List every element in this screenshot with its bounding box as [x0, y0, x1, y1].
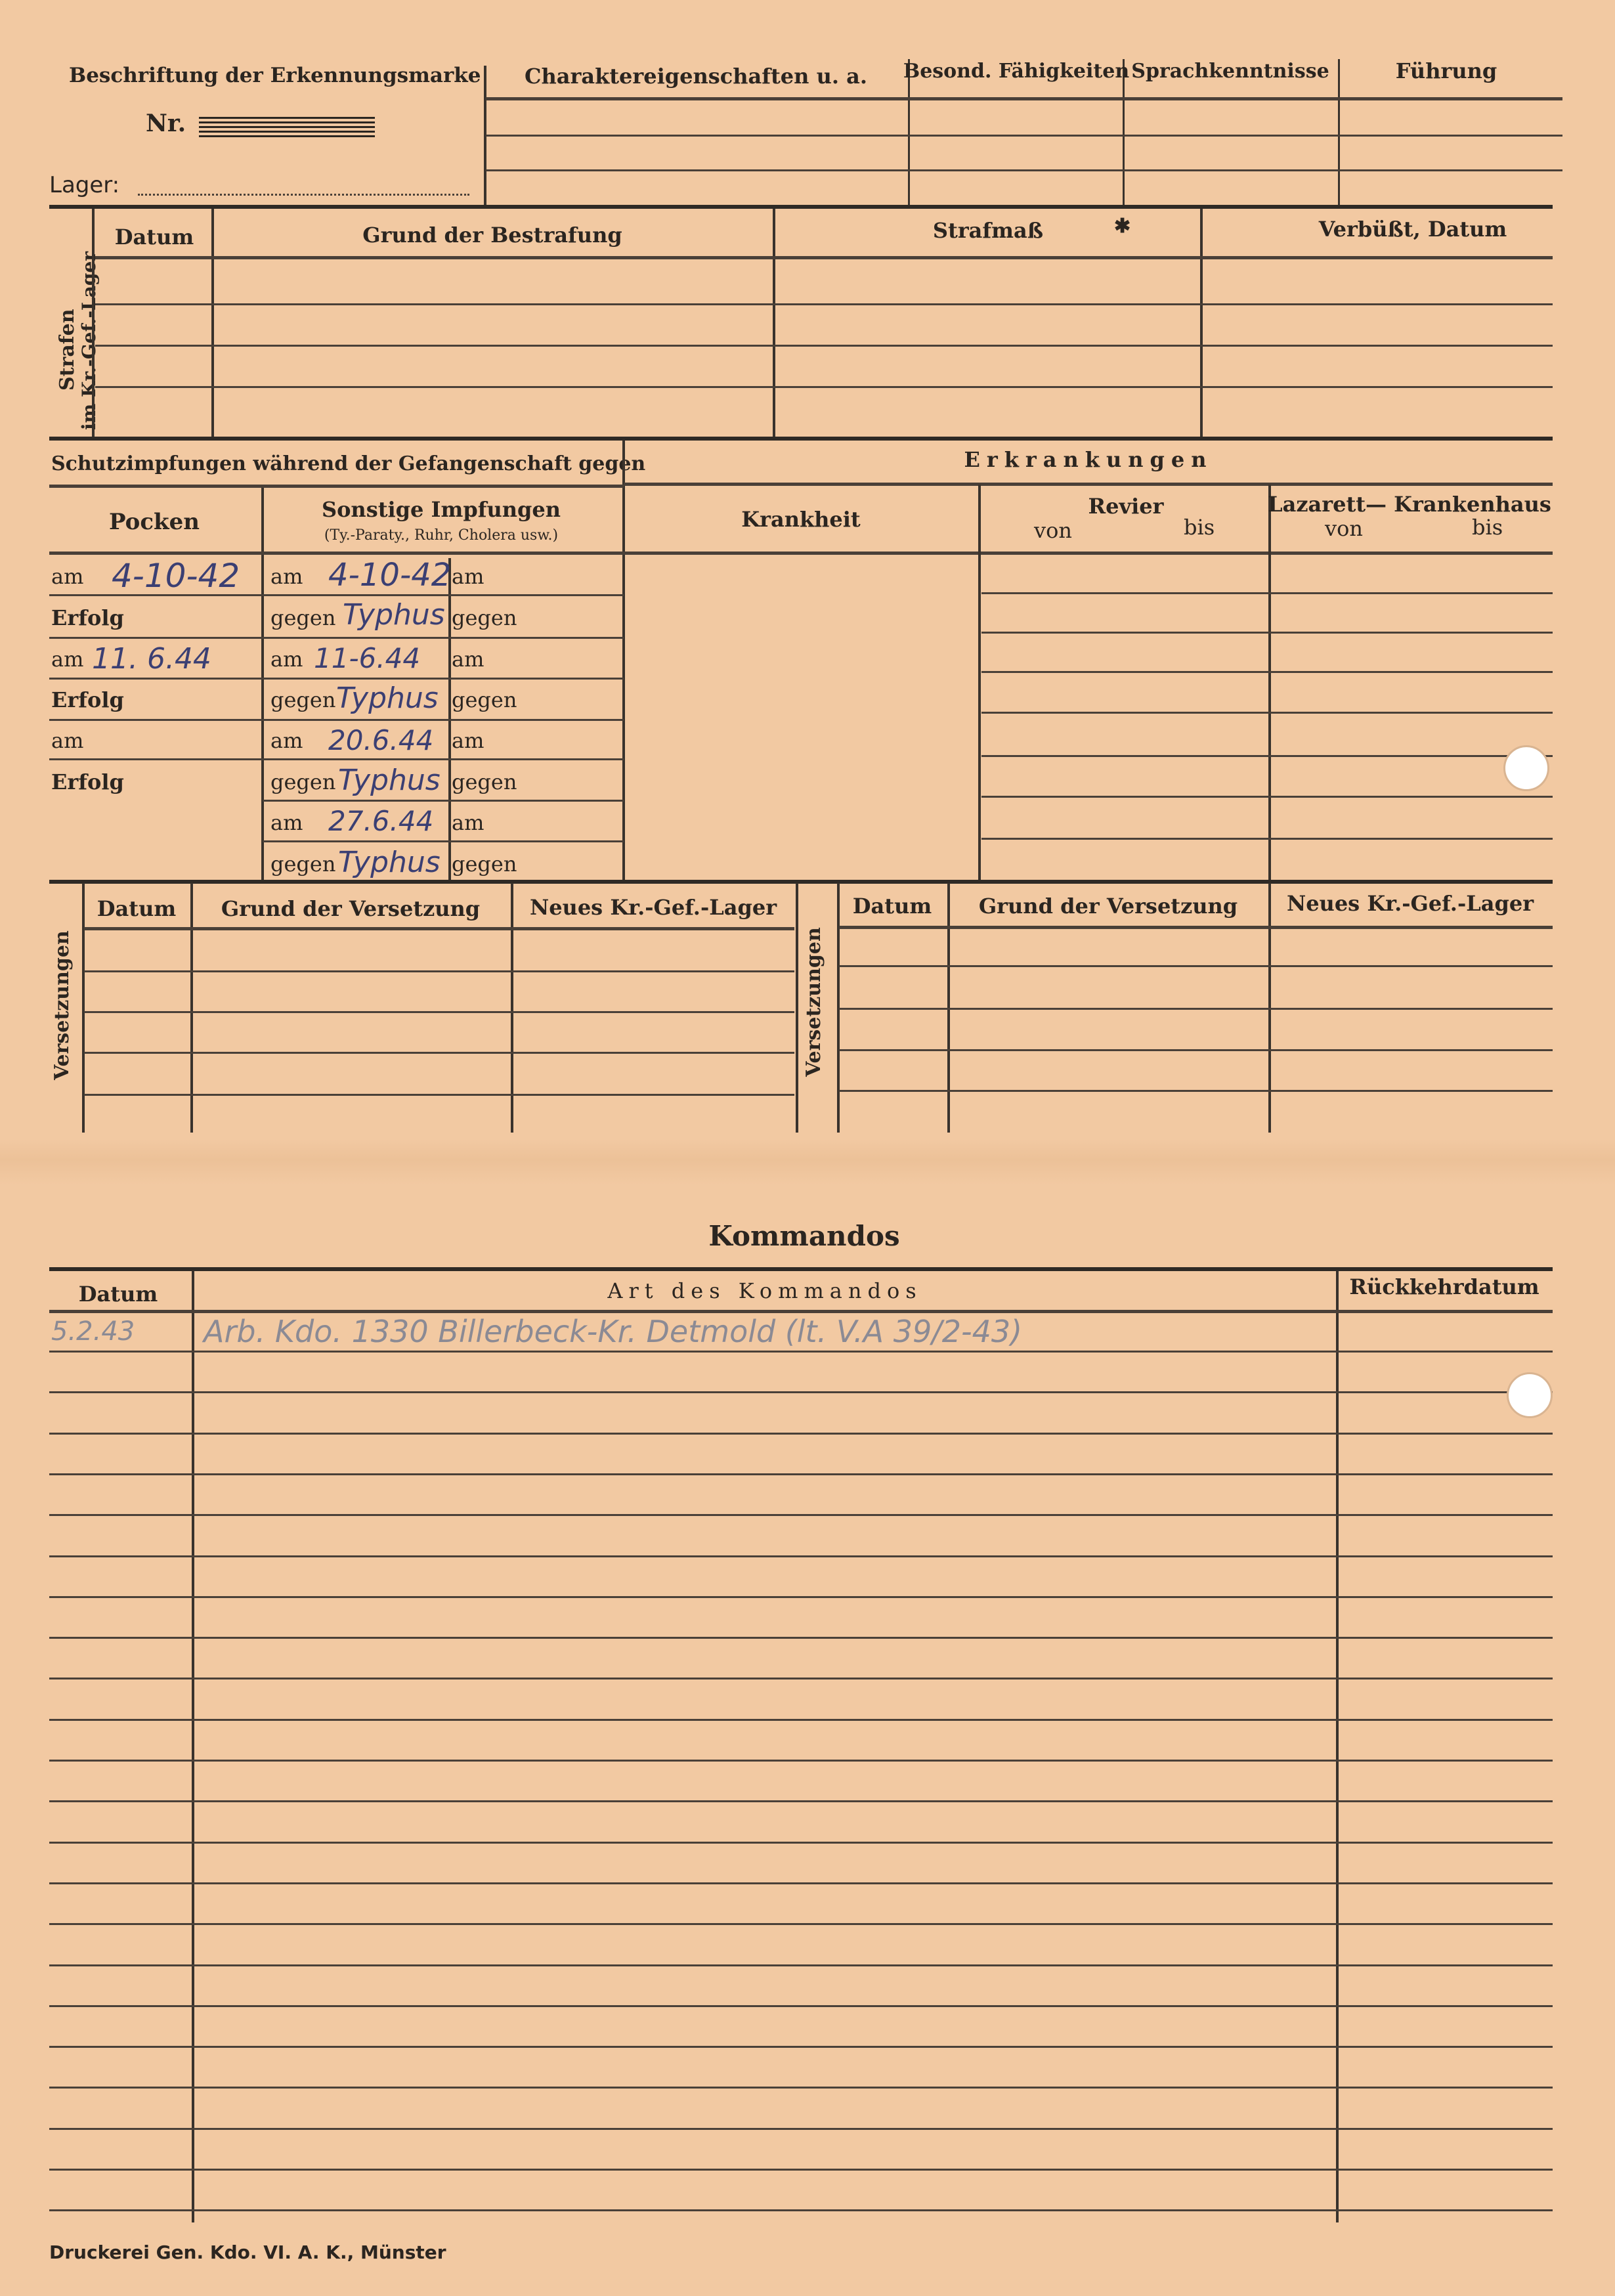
- sonstige-date-4: 27.6.44: [328, 805, 434, 837]
- kommandos-header-rule: [49, 1310, 1553, 1313]
- pocken-header: Pocken: [109, 509, 200, 535]
- pocken-am-1: am: [51, 564, 84, 589]
- kommandos-rule: [49, 1964, 1553, 1966]
- vers-rule: [84, 1052, 794, 1054]
- strafmass-header: Strafmaß: [932, 218, 1044, 243]
- strafen-rule: [95, 303, 1553, 305]
- faehigkeiten-header: Besond. Fähigkeiten: [903, 60, 1130, 83]
- vers-datum-left: Datum: [97, 896, 177, 921]
- sonstige-am-4: am: [270, 810, 303, 835]
- erkrankungen-title: Erkrankungen: [964, 447, 1213, 472]
- vers-neues-right: Neues Kr.-Gef.-Lager: [1286, 891, 1534, 916]
- sonstige-against-1: Typhus: [343, 598, 445, 632]
- kommandos-rule: [49, 1637, 1553, 1639]
- col3-gegen-3: gegen: [452, 769, 517, 794]
- lager-label: Lager:: [49, 172, 120, 198]
- sonstige-header: Sonstige Impfungen: [321, 497, 561, 522]
- kommandos-rule: [49, 1719, 1553, 1721]
- kommandos-rule: [49, 1514, 1553, 1516]
- vers-rule: [839, 926, 1553, 929]
- versetzungen-side-label-right: Versetzungen: [802, 927, 825, 1077]
- erkr-rule: [981, 796, 1553, 798]
- revier-bis: bis: [1184, 515, 1215, 540]
- fold-crease: [0, 1139, 1615, 1185]
- sonstige-am-1: am: [270, 564, 303, 589]
- kommandos-rule: [49, 1433, 1553, 1435]
- sonstige-against-2: Typhus: [336, 682, 439, 715]
- printer-footer: Druckerei Gen. Kdo. VI. A. K., Münster: [49, 2242, 446, 2263]
- vers-grund-left: Grund der Versetzung: [221, 896, 481, 921]
- kommandos-datum-header: Datum: [78, 1282, 158, 1307]
- header-rule: [486, 169, 1562, 171]
- header-rule: [486, 97, 1562, 100]
- erkr-col-line: [1268, 485, 1271, 880]
- erkr-rule: [624, 483, 1553, 486]
- kommandos-top-rule: [49, 1267, 1553, 1271]
- kommandos-rule: [49, 2046, 1553, 2048]
- impf-rule: [263, 800, 624, 802]
- header-rule: [486, 135, 1562, 137]
- strafen-col-line: [211, 209, 214, 439]
- punch-hole-upper: [1503, 745, 1549, 791]
- impf-rule: [49, 678, 624, 680]
- revier-header: Revier: [1088, 494, 1164, 519]
- charakter-header: Charaktereigenschaften u. a.: [525, 64, 867, 89]
- kommandos-rule: [49, 1800, 1553, 1802]
- kommandos-rule: [49, 1351, 1553, 1353]
- strafen-rule: [95, 386, 1553, 388]
- impf-rule: [49, 637, 624, 639]
- vers-rule: [84, 927, 794, 930]
- pocken-date-1: 4-10-42: [112, 557, 240, 595]
- strafen-col-line: [1200, 209, 1203, 439]
- kommandos-rule: [49, 2087, 1553, 2089]
- kommandos-rule: [49, 1760, 1553, 1762]
- erkr-col-line: [978, 485, 981, 880]
- impf-header-rule: [49, 552, 1553, 555]
- vers-rule: [839, 965, 1553, 967]
- impf-col-line: [261, 486, 264, 880]
- col3-am-1: am: [452, 564, 484, 589]
- sonstige-gegen-3: gegen: [270, 769, 336, 794]
- pocken-erfolg-2: Erfolg: [51, 687, 124, 712]
- fuehrung-header: Führung: [1395, 58, 1497, 83]
- kommandos-rule: [49, 2005, 1553, 2007]
- strafen-side-label-2: im Kr.-Gef.-Lager: [78, 251, 100, 430]
- kommandos-entry-text: Arb. Kdo. 1330 Billerbeck-Kr. Detmold (lt. V.A 39/2-43): [204, 1314, 1023, 1349]
- strafen-rule: [95, 256, 1553, 259]
- nr-value-lines: [199, 117, 375, 139]
- erkr-rule: [981, 712, 1553, 714]
- vers-col-line: [796, 883, 798, 1133]
- revier-von: von: [1034, 518, 1072, 543]
- col3-am-3: am: [452, 728, 484, 753]
- pocken-erfolg-3: Erfolg: [51, 769, 124, 794]
- impf-rule: [49, 758, 624, 760]
- impf-rule: [49, 719, 624, 721]
- sonstige-gegen-4: gegen: [270, 852, 336, 877]
- erkr-rule: [981, 632, 1553, 634]
- kommandos-entry-date: 5.2.43: [51, 1316, 135, 1347]
- kommandos-rule: [49, 1555, 1553, 1557]
- vers-rule: [84, 1094, 794, 1096]
- kommandos-rule: [49, 2169, 1553, 2171]
- pocken-am-3: am: [51, 728, 84, 753]
- strafen-col-line: [773, 209, 775, 439]
- lazarett-bis: bis: [1472, 515, 1503, 540]
- lazarett-header: Lazarett— Krankenhaus: [1268, 492, 1551, 517]
- pocken-erfolg-1: Erfolg: [51, 605, 124, 630]
- vers-rule: [84, 1011, 794, 1013]
- erkr-rule: [981, 592, 1553, 594]
- sonstige-am-3: am: [270, 728, 303, 753]
- versetzungen-side-label-left: Versetzungen: [51, 930, 74, 1080]
- sonstige-against-4: Typhus: [338, 846, 441, 879]
- kommandos-rule: [49, 2209, 1553, 2211]
- impf-rule: [263, 840, 624, 842]
- vers-datum-right: Datum: [852, 894, 932, 919]
- col3-gegen-4: gegen: [452, 852, 517, 877]
- kommandos-rueckkehr-header: Rückkehrdatum: [1349, 1274, 1540, 1299]
- col3-am-4: am: [452, 810, 484, 835]
- impfungen-title: Schutzimpfungen während der Gefangenschaft gegen: [51, 452, 646, 475]
- strafen-col-line: [92, 209, 95, 439]
- sonstige-against-3: Typhus: [338, 764, 441, 797]
- kommandos-rule: [49, 1842, 1553, 1844]
- nr-label: Nr.: [146, 110, 186, 137]
- section-rule: [49, 437, 1553, 441]
- vers-grund-right: Grund der Versetzung: [978, 894, 1238, 919]
- sprache-header: Sprachkenntnisse: [1131, 60, 1329, 83]
- sonstige-subheader: (Ty.-Paraty., Ruhr, Cholera usw.): [324, 527, 559, 544]
- vers-neues-left: Neues Kr.-Gef.-Lager: [529, 895, 777, 920]
- sonstige-date-2: 11-6.44: [314, 642, 421, 674]
- col3-gegen-1: gegen: [452, 605, 517, 630]
- pocken-date-2: 11. 6.44: [92, 642, 211, 676]
- section-rule: [49, 880, 1553, 884]
- strafmass-star-icon: ✱: [1114, 215, 1131, 238]
- strafen-side-label: Strafen: [56, 309, 79, 391]
- erkennungsmarke-label: Beschriftung der Erkennungsmarke: [69, 64, 481, 87]
- impf-divider: [622, 440, 625, 880]
- vers-rule: [839, 1008, 1553, 1010]
- vers-rule: [839, 1090, 1553, 1092]
- sonstige-gegen-2: gegen: [270, 687, 336, 712]
- erkr-rule: [981, 755, 1553, 757]
- lazarett-von: von: [1325, 516, 1363, 541]
- kommandos-rule: [49, 1391, 1553, 1393]
- kommandos-rule: [49, 1596, 1553, 1598]
- sonstige-am-2: am: [270, 647, 303, 672]
- col3-gegen-2: gegen: [452, 687, 517, 712]
- header-col-line: [1338, 59, 1340, 205]
- pocken-am-2: am: [51, 647, 84, 672]
- kommandos-rule: [49, 1882, 1553, 1884]
- strafen-datum-header: Datum: [114, 225, 194, 249]
- impf-rule: [49, 485, 624, 488]
- kommandos-col-line: [1336, 1270, 1339, 2222]
- section-rule: [49, 205, 1553, 209]
- lager-dotted-line: [138, 194, 469, 196]
- strafen-grund-header: Grund der Bestrafung: [362, 223, 622, 248]
- strafen-rule: [95, 345, 1553, 347]
- sonstige-gegen-1: gegen: [270, 605, 336, 630]
- verbuesst-header: Verbüßt, Datum: [1318, 217, 1507, 242]
- sonstige-date-1: 4-10-42: [328, 557, 452, 594]
- kommandos-title: Kommandos: [708, 1220, 900, 1252]
- kommandos-rule: [49, 1678, 1553, 1679]
- krankheit-header: Krankheit: [741, 507, 861, 532]
- kommandos-art-header: Art des Kommandos: [607, 1278, 922, 1303]
- punch-hole-lower: [1507, 1372, 1553, 1418]
- vers-rule: [84, 970, 794, 972]
- sonstige-date-3: 20.6.44: [328, 724, 434, 756]
- kommandos-rule: [49, 1473, 1553, 1475]
- kommandos-rule: [49, 1923, 1553, 1925]
- erkr-rule: [981, 838, 1553, 840]
- kommandos-rule: [49, 2128, 1553, 2130]
- kommandos-col-line: [192, 1270, 194, 2222]
- erkr-rule: [981, 671, 1553, 673]
- vers-rule: [839, 1049, 1553, 1051]
- col3-am-2: am: [452, 647, 484, 672]
